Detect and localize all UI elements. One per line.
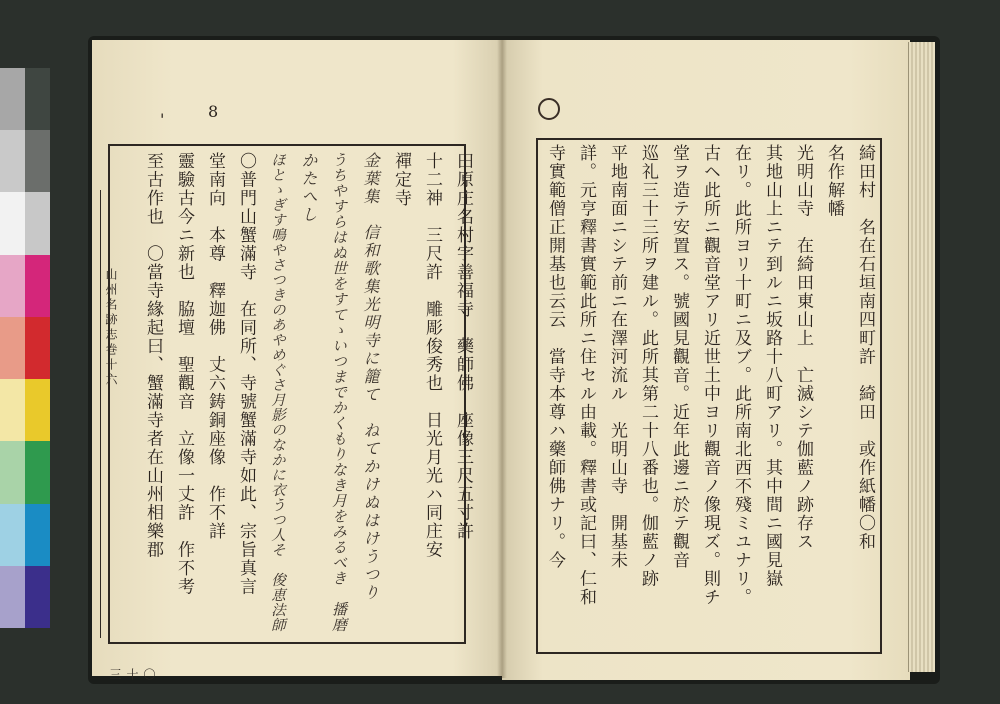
text-column: 十二神 三尺許 雕彫俊秀也 日光月光ハ同庄安: [422, 152, 442, 559]
running-head: 山州名跡志巻十六: [104, 268, 118, 388]
text-column: 寺實範僧正開基也云云 當寺本尊ハ藥師佛ナリ。今: [545, 144, 565, 570]
color-patch-row: [0, 504, 50, 566]
color-patch: [0, 68, 25, 130]
text-frame-right: [536, 138, 882, 654]
color-patch: [25, 192, 50, 254]
color-patch-row: [0, 255, 50, 317]
text-column: 靈驗古今ニ新也 脇壇 聖觀音 立像一丈許 作不考: [174, 152, 194, 596]
text-column: うちやすらはぬ世をすてゝいつまでかくもりなき月をみるべき 播磨: [330, 152, 348, 633]
color-patch: [0, 130, 25, 192]
text-column: 金葉集 信和歌集光明寺に籠て ねてかけぬはけうつり: [361, 152, 380, 602]
color-patch: [0, 192, 25, 254]
color-patch: [25, 255, 50, 317]
text-column: 至古作也 〇當寺緣起曰、蟹滿寺者在山州相樂郡: [143, 152, 163, 559]
text-column: 其地山上ニテ到ルニ坂路十八町アリ。其中間ニ國見嶽: [762, 144, 782, 588]
text-column: 名作解幡: [824, 144, 844, 218]
color-patch: [25, 68, 50, 130]
color-patch: [25, 566, 50, 628]
color-patch: [0, 504, 25, 566]
text-column: 詳。元亨釋書實範此所ニ住セル由載。釋書或記曰、仁和: [576, 144, 596, 607]
text-column: 平地南面ニシテ前ニ在澤河流ル 光明山寺 開基未: [607, 144, 627, 570]
color-patch-row: [0, 379, 50, 441]
color-patch-row: [0, 441, 50, 503]
color-patch: [0, 255, 25, 317]
text-frame-left: [108, 144, 473, 644]
color-patch: [25, 504, 50, 566]
color-patch: [25, 130, 50, 192]
right-text-columns: [544, 144, 876, 648]
color-patch: [0, 379, 25, 441]
text-column: かたへし: [299, 152, 318, 224]
page-edges: [908, 42, 935, 672]
text-column: ほとゝぎす鳴やさつきのあやめぐさ月影のなかに衣うつ人そ 俊恵法師: [269, 152, 285, 632]
color-patch: [25, 441, 50, 503]
color-patch: [0, 317, 25, 379]
text-column: 禪定寺: [391, 152, 411, 208]
color-patch-row: [0, 68, 50, 130]
text-column: 巡礼三十三所ヲ建ル。此所其第二十八番也。伽藍ノ跡: [638, 144, 658, 588]
color-patch: [0, 441, 25, 503]
color-patch: [25, 317, 50, 379]
text-column: 古ヘ此所ニ觀音堂アリ近世土中ヨリ觀音ノ像現ズ。則チ: [700, 144, 720, 607]
ink-mark: ': [160, 110, 165, 129]
text-column: 田原庄名村字善福寺 藥師佛 座像三尺五寸許: [453, 152, 473, 541]
text-column: 光明山寺 在綺田東山上 亡滅シテ伽藍ノ跡存ス: [793, 144, 813, 551]
color-patch-row: [0, 317, 50, 379]
ink-mark: 8: [208, 102, 219, 121]
text-column: 堂南向 本尊 釋迦佛 丈六鋳銅座像 作不詳: [205, 152, 225, 541]
book-gutter: [497, 40, 507, 678]
color-patch-row: [0, 566, 50, 628]
text-column: 〇普門山蟹滿寺 在同所、寺號蟹滿寺如此、宗旨真言: [236, 152, 256, 596]
color-patch: [0, 566, 25, 628]
text-column: 在リ。此所ヨリ十町ニ及ブ。此所南北西不殘ミユナリ。: [731, 144, 751, 607]
color-calibration-chart: [0, 68, 50, 628]
text-column: 綺田村 名在石垣南四町許 綺田 或作紙幡〇和: [855, 144, 875, 551]
ink-circle-mark: [538, 98, 560, 120]
page-number: 〇十三: [108, 668, 156, 680]
color-patch-row: [0, 192, 50, 254]
left-page: [92, 40, 502, 680]
right-page: [502, 40, 910, 680]
left-text-columns: [134, 152, 474, 638]
text-column: 堂ヲ造テ安置ス。號國見觀音。近年此邊ニ於テ觀音: [669, 144, 689, 570]
color-patch: [25, 379, 50, 441]
color-patch-row: [0, 130, 50, 192]
